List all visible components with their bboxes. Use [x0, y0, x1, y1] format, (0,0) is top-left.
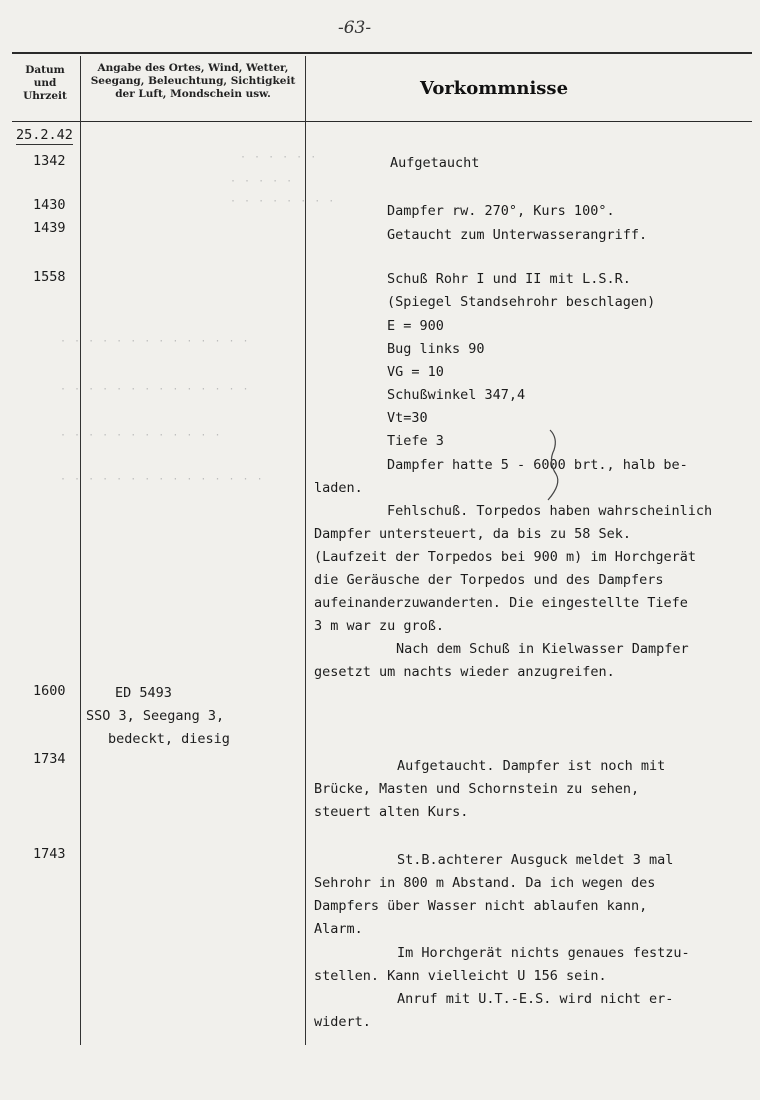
event-text: die Geräusche der Torpedos und des Dampfers — [314, 572, 664, 588]
page-number: -63- — [338, 18, 372, 38]
time-1430: 1430 — [33, 197, 66, 213]
header-rule — [12, 121, 752, 122]
entry-date: 25.2.42 — [16, 127, 73, 143]
event-text: VG = 10 — [387, 364, 444, 380]
event-text: (Spiegel Standsehrohr beschlagen) — [387, 294, 656, 310]
event-text: Aufgetaucht. Dampfer ist noch mit — [397, 758, 666, 774]
bleed-through-mark: · · · · · · · · · · · · · · — [60, 384, 250, 395]
event-text: stellen. Kann vielleicht U 156 sein. — [314, 968, 607, 984]
header-ort-wetter: Angabe des Ortes, Wind, Wetter, Seegang, Beleuchtung, Sichtigkeit der Luft, Mondschein usw. — [90, 62, 296, 100]
event-text: Sehrohr in 800 m Abstand. Da ich wegen des — [314, 875, 656, 891]
event-text: steuert alten Kurs. — [314, 804, 469, 820]
event-text: 3 m war zu groß. — [314, 618, 445, 634]
bleed-through-mark: · · · · · · · · — [230, 196, 336, 207]
top-rule — [12, 52, 752, 54]
time-1439: 1439 — [33, 220, 66, 236]
bleed-through-mark: · · · · · — [230, 176, 294, 187]
event-text: E = 900 — [387, 318, 444, 334]
event-text: Dampfer untersteuert, da bis zu 58 Sek. — [314, 526, 631, 542]
event-text: St.B.achterer Ausguck meldet 3 mal — [397, 852, 674, 868]
event-text: laden. — [314, 480, 363, 496]
column-divider-1 — [80, 56, 81, 1045]
pencil-mark — [536, 428, 576, 508]
bleed-through-mark: · · · · · · · · · · · · · · — [60, 336, 250, 347]
event-text: Im Horchgerät nichts genaues festzu- — [397, 945, 690, 961]
time-1743: 1743 — [33, 846, 66, 862]
event-text: Tiefe 3 — [387, 433, 444, 449]
event-text: Vt=30 — [387, 410, 428, 426]
event-text: Anruf mit U.T.-E.S. wird nicht er- — [397, 991, 674, 1007]
header-vorkommnisse: Vorkommnisse — [420, 78, 569, 99]
event-text: Schußwinkel 347,4 — [387, 387, 526, 403]
time-1342: 1342 — [33, 153, 66, 169]
event-text: Dampfers über Wasser nicht ablaufen kann, — [314, 898, 648, 914]
location-line: bedeckt, diesig — [108, 731, 230, 747]
bleed-through-mark: · · · · · · · · · · · · · · · — [60, 474, 264, 485]
event-text: Schuß Rohr I und II mit L.S.R. — [387, 271, 631, 287]
location-line: SSO 3, Seegang 3, — [86, 708, 225, 724]
event-text: Brücke, Masten und Schornstein zu sehen, — [314, 781, 640, 797]
time-1600: 1600 — [33, 683, 66, 699]
event-text: Dampfer hatte 5 - 6000 brt., halb be- — [387, 457, 688, 473]
time-1734: 1734 — [33, 751, 66, 767]
location-line: ED 5493 — [115, 685, 172, 701]
event-text: aufeinanderzuwanderten. Die eingestellte Tiefe — [314, 595, 688, 611]
event-text: gesetzt um nachts wieder anzugreifen. — [314, 664, 615, 680]
event-text: Fehlschuß. Torpedos haben wahrscheinlich — [387, 503, 713, 519]
event-text: Nach dem Schuß in Kielwasser Dampfer — [396, 641, 689, 657]
event-text: Aufgetaucht — [390, 155, 480, 171]
event-text: Getaucht zum Unterwasserangriff. — [387, 227, 648, 243]
event-text: Alarm. — [314, 921, 363, 937]
event-text: Dampfer rw. 270°, Kurs 100°. — [387, 203, 615, 219]
time-1558: 1558 — [33, 269, 66, 285]
bleed-through-mark: · · · · · · · · · · · · — [60, 430, 222, 441]
event-text: widert. — [314, 1014, 371, 1030]
header-datum: Datum und Uhrzeit — [23, 64, 67, 102]
event-text: (Laufzeit der Torpedos bei 900 m) im Horchgerät — [314, 549, 697, 565]
event-text: Bug links 90 — [387, 341, 485, 357]
bleed-through-mark: · · · · · · — [240, 152, 318, 163]
